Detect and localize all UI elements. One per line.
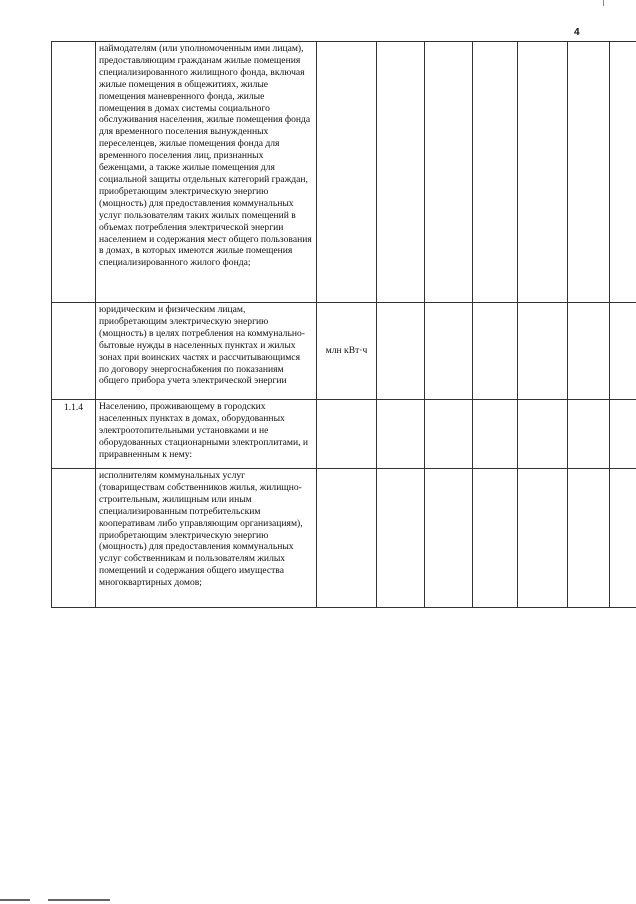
table-row (52, 42, 636, 303)
table-cell (610, 42, 636, 303)
table-cell (610, 303, 636, 400)
table-cell (610, 400, 636, 469)
table-cell (518, 469, 568, 608)
scan-edge-mark (48, 899, 110, 901)
table-cell (568, 303, 610, 400)
table-cell (518, 400, 568, 469)
row-number (52, 42, 96, 303)
table-cell (425, 303, 473, 400)
table-cell (473, 469, 518, 608)
tariff-table (51, 41, 636, 608)
table-row (52, 303, 636, 400)
row-number: 1.1.4 (52, 400, 96, 469)
table-cell (518, 42, 568, 303)
row-unit (317, 469, 377, 608)
row-number (52, 469, 96, 608)
table-cell (473, 400, 518, 469)
row-number (52, 303, 96, 400)
table-cell (518, 303, 568, 400)
table-cell (377, 469, 425, 608)
table-cell (377, 303, 425, 400)
table-cell (568, 42, 610, 303)
row-description: Населению, проживающему в городских населенных пунктах в домах, оборудованных электроотопительными установками и не оборудованных стационарными электроплитами, и приравненным к нему: (96, 400, 317, 469)
row-description: исполнителям коммунальных услуг (товариществам собственников жилья, жилищно-строительным, жилищным или иным специализированным потребительским кооперативам либо управляющим организациям), приобретающим электрическую энергию (мощность) для предоставления коммунальных услуг собственникам и пользователям жилых помещений и содержания общего имущества многоквартирных домов; (96, 469, 317, 608)
table-row (52, 469, 636, 608)
table-cell (473, 42, 518, 303)
table-cell (425, 400, 473, 469)
table-cell (568, 400, 610, 469)
table-cell (473, 303, 518, 400)
row-description: юридическим и физическим лицам, приобретающим электрическую энергию (мощность) в целях потребления на коммунально-бытовые нужды в населенных пунктах и жилых зонах при воинских частях и рассчитывающимся по договору энергоснабжения по показаниям общего прибора учета электрической энергии (96, 303, 317, 400)
table-row (52, 400, 636, 469)
row-description: наймодателям (или уполномоченным ими лицам), предоставляющим гражданам жилые помещения специализированного жилищного фонда, включая жилые помещения в общежитиях, жилые помещения маневренного фонда, жилые помещения в домах системы социального обслуживания населения, жилые помещения фонда для временного поселения вынужденных переселенцев, жилые помещения фонда для временного поселения лиц, признанных беженцами, а также жилые помещения для социальной защиты отдельных категорий граждан, приобретающим электрическую энергию (мощность) для предоставления коммунальных услуг пользователям таких жилых помещений в объемах потребления электрической энергии населением и содержания мест общего пользования в домах, в которых имеются жилые помещения специализированного жилого фонда; (96, 42, 317, 303)
page-number: 4 (574, 27, 580, 38)
table-cell (610, 469, 636, 608)
row-unit: млн кВт·ч (317, 303, 377, 400)
table-cell (377, 42, 425, 303)
table-cell (568, 469, 610, 608)
table-cell (425, 469, 473, 608)
scan-mark (603, 0, 604, 6)
table-cell (425, 42, 473, 303)
row-unit (317, 400, 377, 469)
scan-edge-mark (0, 899, 30, 901)
table-cell (377, 400, 425, 469)
row-unit (317, 42, 377, 303)
